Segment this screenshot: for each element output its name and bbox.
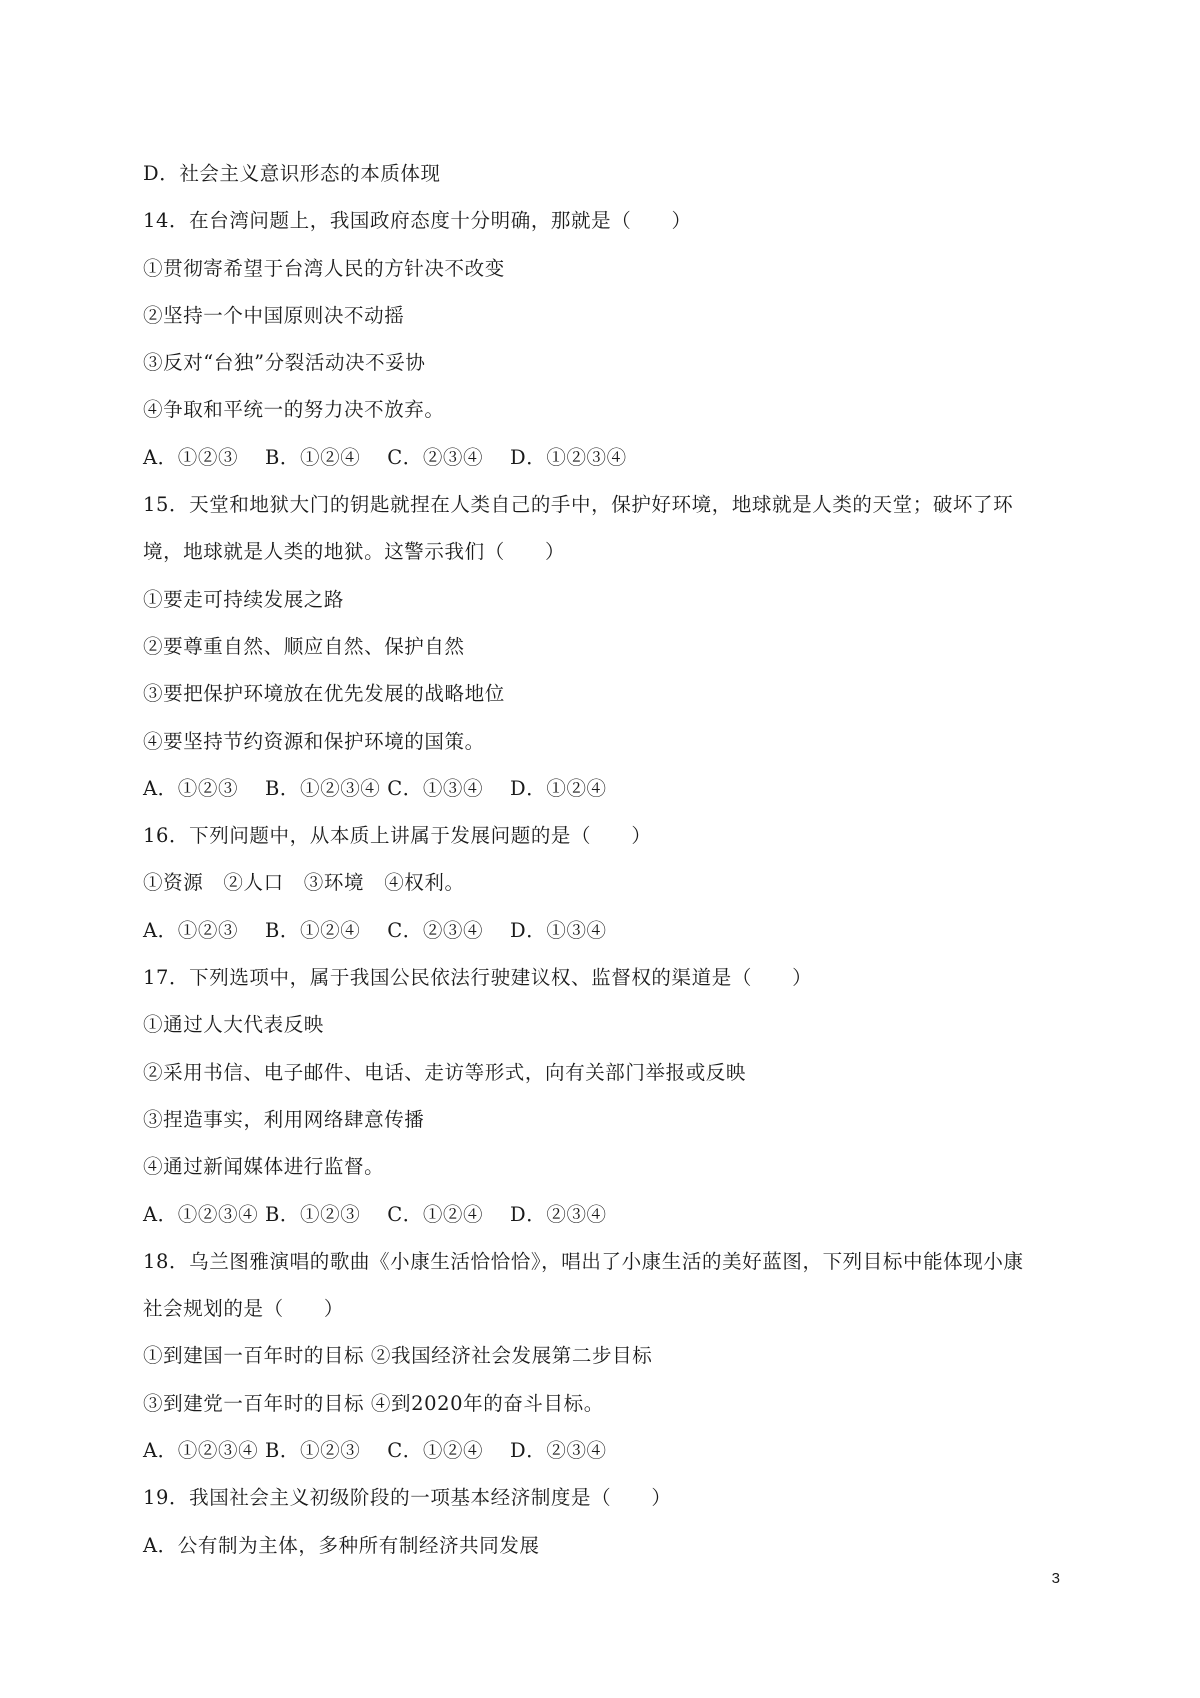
text-line: ①资源 ②人口 ③环境 ④权利。 (143, 871, 465, 895)
question-17-stem: 17．下列选项中，属于我国公民依法行驶建议权、监督权的渠道是（ ） (143, 966, 813, 990)
text-line: ①要走可持续发展之路 (143, 587, 345, 611)
text-line: ①通过人大代表反映 (143, 1013, 324, 1037)
question-16-stem: 16．下列问题中，从本质上讲属于发展问题的是（ ） (143, 824, 652, 848)
answer-options: A．①②③④ B．①②③ C．①②④ D．②③④ (143, 1202, 607, 1226)
text-line: ③要把保护环境放在优先发展的战略地位 (143, 682, 505, 706)
text-line: ③到建党一百年时的目标 ④到2020年的奋斗目标。 (143, 1391, 604, 1415)
text-line: 境，地球就是人类的地狱。这警示我们（ ） (143, 540, 566, 564)
question-15-stem: 15．天堂和地狱大门的钥匙就捏在人类自己的手中，保护好环境，地球就是人类的天堂；破坏了环 (143, 493, 1014, 517)
question-14-stem: 14．在台湾问题上，我国政府态度十分明确，那就是（ ） (143, 209, 692, 233)
text-line: ①贯彻寄希望于台湾人民的方针决不改变 (143, 256, 505, 280)
text-line: ②采用书信、电子邮件、电话、走访等形式，向有关部门举报或反映 (143, 1060, 747, 1084)
text-line: A．公有制为主体，多种所有制经济共同发展 (143, 1533, 540, 1557)
text-line: ④通过新闻媒体进行监督。 (143, 1155, 385, 1179)
text-line: D．社会主义意识形态的本质体现 (143, 162, 441, 185)
question-19-stem: 19．我国社会主义初级阶段的一项基本经济制度是（ ） (143, 1486, 672, 1510)
question-18-stem: 18．乌兰图雅演唱的歌曲《小康生活恰恰恰》，唱出了小康生活的美好蓝图，下列目标中能体现小康 (143, 1249, 1024, 1273)
text-line: ②要尊重自然、顺应自然、保护自然 (143, 634, 465, 658)
text-line: ③捏造事实，利用网络肆意传播 (143, 1107, 425, 1131)
answer-options: A．①②③ B．①②④ C．②③④ D．①③④ (143, 918, 607, 942)
text-line: ①到建国一百年时的目标 ②我国经济社会发展第二步目标 (143, 1344, 653, 1368)
text-line: ④要坚持节约资源和保护环境的国策。 (143, 729, 485, 753)
text-line: ③反对“台独”分裂活动决不妥协 (143, 351, 426, 375)
answer-options: A．①②③ B．①②③④ C．①③④ D．①②④ (143, 776, 607, 800)
page-number: 3 (1051, 1570, 1060, 1587)
answer-options: A．①②③ B．①②④ C．②③④ D．①②③④ (143, 445, 627, 469)
answer-options: A．①②③④ B．①②③ C．①②④ D．②③④ (143, 1439, 607, 1463)
text-line: ②坚持一个中国原则决不动摇 (143, 303, 405, 327)
text-line: 社会规划的是（ ） (143, 1297, 345, 1321)
text-line: ④争取和平统一的努力决不放弃。 (143, 398, 445, 422)
question-text-block (143, 150, 1083, 1569)
